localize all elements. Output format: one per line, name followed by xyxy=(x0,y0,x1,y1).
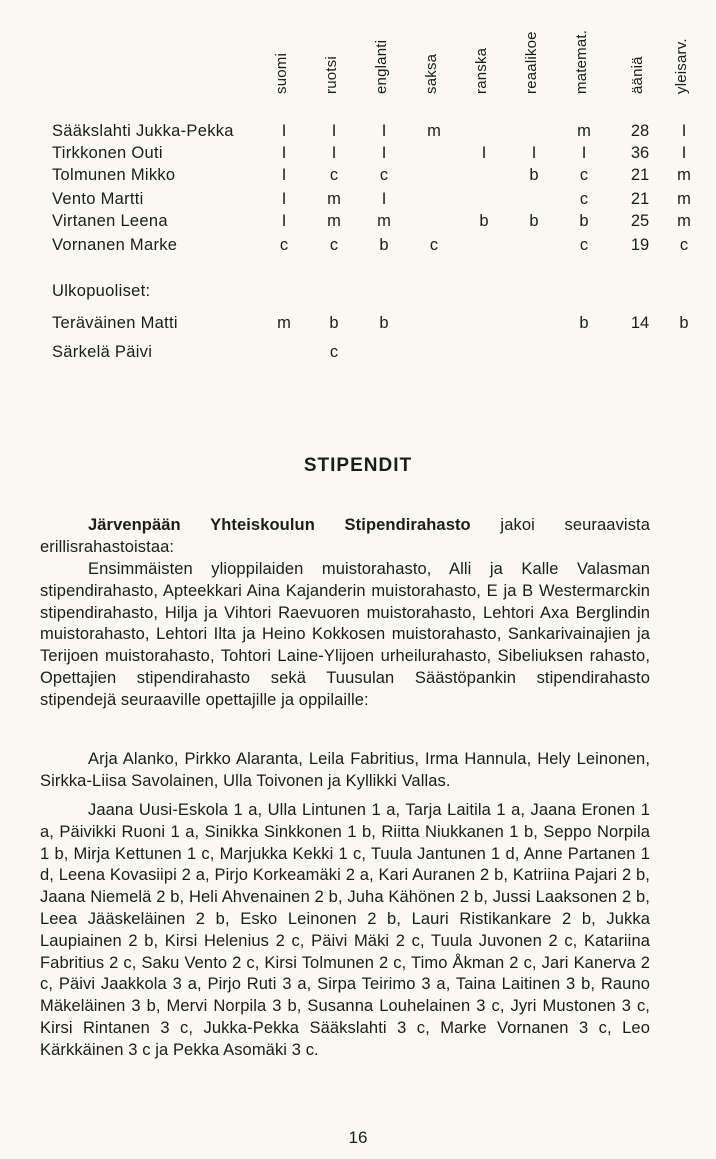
grade-cell: I xyxy=(331,122,337,140)
grade-cell: m xyxy=(677,166,691,184)
grade-cell: b xyxy=(579,314,589,332)
grade-cell: c xyxy=(579,166,589,184)
grade-cell: 28 xyxy=(630,122,650,140)
column-header xyxy=(324,4,344,94)
table-row xyxy=(0,190,716,212)
grade-cell: b xyxy=(329,314,339,332)
grade-cell: m xyxy=(377,212,391,230)
column-header-label: reaalikoe xyxy=(523,31,540,94)
student-name: Särkelä Päivi xyxy=(52,343,153,361)
grade-cell: c xyxy=(329,166,339,184)
student-name: Tolmunen Mikko xyxy=(52,166,176,184)
column-header-label: suomi xyxy=(273,52,290,94)
outside-label: Ulkopuoliset: xyxy=(52,282,151,300)
column-header xyxy=(574,4,594,94)
section-title: STIPENDIT xyxy=(303,455,413,476)
table-row xyxy=(0,122,716,144)
column-header-label: englanti xyxy=(373,39,390,94)
teachers-text: Arja Alanko, Pirkko Alaranta, Leila Fabritius, Irma Hannula, Hely Leinonen, Sirkka-Liisa Savolainen, Ulla Toivonen ja Kyllikki Vallas. xyxy=(40,750,650,790)
grade-cell: I xyxy=(281,122,287,140)
grade-cell: I xyxy=(281,190,287,208)
column-header-label: matemat. xyxy=(573,29,590,94)
grade-cell: c xyxy=(579,190,589,208)
grade-cell: I xyxy=(381,122,387,140)
student-name: Vento Martti xyxy=(52,190,144,208)
grades-table xyxy=(0,0,716,380)
students-text: Jaana Uusi-Eskola 1 a, Ulla Lintunen 1 a, Tarja Laitila 1 a, Jaana Eronen 1 a, Päivikki Ruoni 1 a, Sinikka Sinkkonen 1 b, Riitta Niukkanen 1 b, Seppo Norpila 1 b, Mirja Kettunen 1 c, Marjukka Kekki 1 c, Tuula Jantunen 1 d, Anne Partanen 1 d, Leena Kovasiipi 2 a, Pirjo Korkeamäki 2 a, Kari Auranen 2 b, Katriina Pajari 2 b, Jaana Niemelä 2 b, Heli Ahvenainen 2 b, Juha Kähönen 2 b, Jussi Laaksonen 2 b, Leea Jääskeläinen 2 b, Esko Leinonen 2 b, Lauri Ristikankare 2 b, Jukka Laupiainen 2 b, Kirsi Helenius 2 c, Päivi Mäki 2 c, Tuula Juvonen 2 c, Katariina Fabritius 2 c, Saku Vento 2 c, Kirsi Tolmunen 2 c, Timo Åkman 2 c, Jari Kanerva 2 c, Päivi Jaakkola 3 a, Pirjo Ruti 3 a, Sirpa Teirimo 3 a, Taina Laitinen 3 b, Rauno Mäkeläinen 3 b, Mervi Norpila 3 b, Susanna Louhelainen 3 c, Jyri Mustonen 3 c, Kirsi Rintanen 3 c, Jukka-Pekka Sääkslahti 3 c, Marke Vornanen 3 c, Leo Kärkkäinen 3 c ja Pekka Asomäki 3 c. xyxy=(40,801,650,1059)
column-header xyxy=(474,4,494,94)
column-header xyxy=(424,4,444,94)
grade-cell: 19 xyxy=(630,236,650,254)
grade-cell: c xyxy=(579,236,589,254)
grade-cell: m xyxy=(277,314,291,332)
table-row xyxy=(0,144,716,166)
student-name: Tirkkonen Outi xyxy=(52,144,163,162)
page-number: 16 xyxy=(348,1128,368,1147)
student-name: Virtanen Leena xyxy=(52,212,168,230)
grade-cell: m xyxy=(677,212,691,230)
grade-cell: 21 xyxy=(630,166,650,184)
grade-cell: b xyxy=(379,236,389,254)
grade-cell: m xyxy=(677,190,691,208)
grade-cell: c xyxy=(329,236,339,254)
grade-cell: I xyxy=(331,144,337,162)
grade-cell: I xyxy=(681,122,687,140)
grade-cell: m xyxy=(427,122,441,140)
grade-cell: c xyxy=(379,166,389,184)
grade-cell: I xyxy=(281,212,287,230)
grade-cell: c xyxy=(679,236,689,254)
funds-paragraph xyxy=(40,559,650,712)
table-row xyxy=(0,236,716,258)
grade-cell: I xyxy=(681,144,687,162)
grade-cell: b xyxy=(529,212,539,230)
grade-cell: I xyxy=(381,190,387,208)
intro-fund-name: Järvenpään Yhteiskoulun Stipendirahasto xyxy=(88,516,471,534)
grade-cell: 21 xyxy=(630,190,650,208)
grade-cell: b xyxy=(579,212,589,230)
intro-paragraph xyxy=(40,515,650,559)
grade-cell: I xyxy=(481,144,487,162)
grade-cell: 25 xyxy=(630,212,650,230)
column-header xyxy=(674,4,694,94)
table-row xyxy=(0,212,716,234)
grade-cell: I xyxy=(531,144,537,162)
grade-cell: c xyxy=(429,236,439,254)
grade-cell: m xyxy=(577,122,591,140)
student-name: Sääkslahti Jukka-Pekka xyxy=(52,122,234,140)
grade-cell: c xyxy=(329,343,339,361)
intro-rest: jakoi seuraavista erillisrahastoistaa: xyxy=(40,516,651,556)
funds-text: Ensimmäisten ylioppilaiden muistorahasto, Alli ja Kalle Valasman stipendirahasto, Apteekkari Aina Kajanderin muistorahasto, E ja B Westermarckin stipendirahasto, Hilja ja Vihtori Raevuoren muistorahasto, Lehtori Axa Berglindin muistorahasto, Lehtori Ilta ja Heino Kokkosen muistorahasto, Sankarivainajien ja Terijoen muistorahasto, Tohtori Laine-Ylijoen urheilurahasto, Sibeliuksen rahasto, Opettajien stipendirahasto sekä Tuusulan Säästöpankin stipendirahasto stipendejä seuraaville opettajille ja oppilaille: xyxy=(40,560,650,709)
column-header xyxy=(274,4,294,94)
grade-cell: b xyxy=(379,314,389,332)
grade-cell: I xyxy=(381,144,387,162)
grade-cell: I xyxy=(581,144,587,162)
table-row xyxy=(0,166,716,188)
teachers-paragraph xyxy=(40,749,650,793)
student-name: Vornanen Marke xyxy=(52,236,178,254)
column-header-label: ääniä xyxy=(629,56,646,94)
grade-cell: I xyxy=(281,144,287,162)
grade-cell: c xyxy=(279,236,289,254)
grade-cell: b xyxy=(529,166,539,184)
column-header-label: saksa xyxy=(423,53,440,94)
grade-cell: 36 xyxy=(630,144,650,162)
students-paragraph xyxy=(40,800,650,1062)
column-header-label: ruotsi xyxy=(323,56,340,94)
grade-cell: m xyxy=(327,212,341,230)
column-header xyxy=(630,4,650,94)
column-header-label: yleisarv. xyxy=(673,38,690,94)
grade-cell: b xyxy=(679,314,689,332)
grade-cell: b xyxy=(479,212,489,230)
grade-cell: m xyxy=(327,190,341,208)
column-header xyxy=(524,4,544,94)
grade-cell: 14 xyxy=(630,314,650,332)
column-header xyxy=(374,4,394,94)
student-name: Teräväinen Matti xyxy=(52,314,178,332)
grade-cell: I xyxy=(281,166,287,184)
column-header-label: ranska xyxy=(473,47,490,94)
table-row xyxy=(0,314,716,336)
table-row xyxy=(0,343,716,365)
